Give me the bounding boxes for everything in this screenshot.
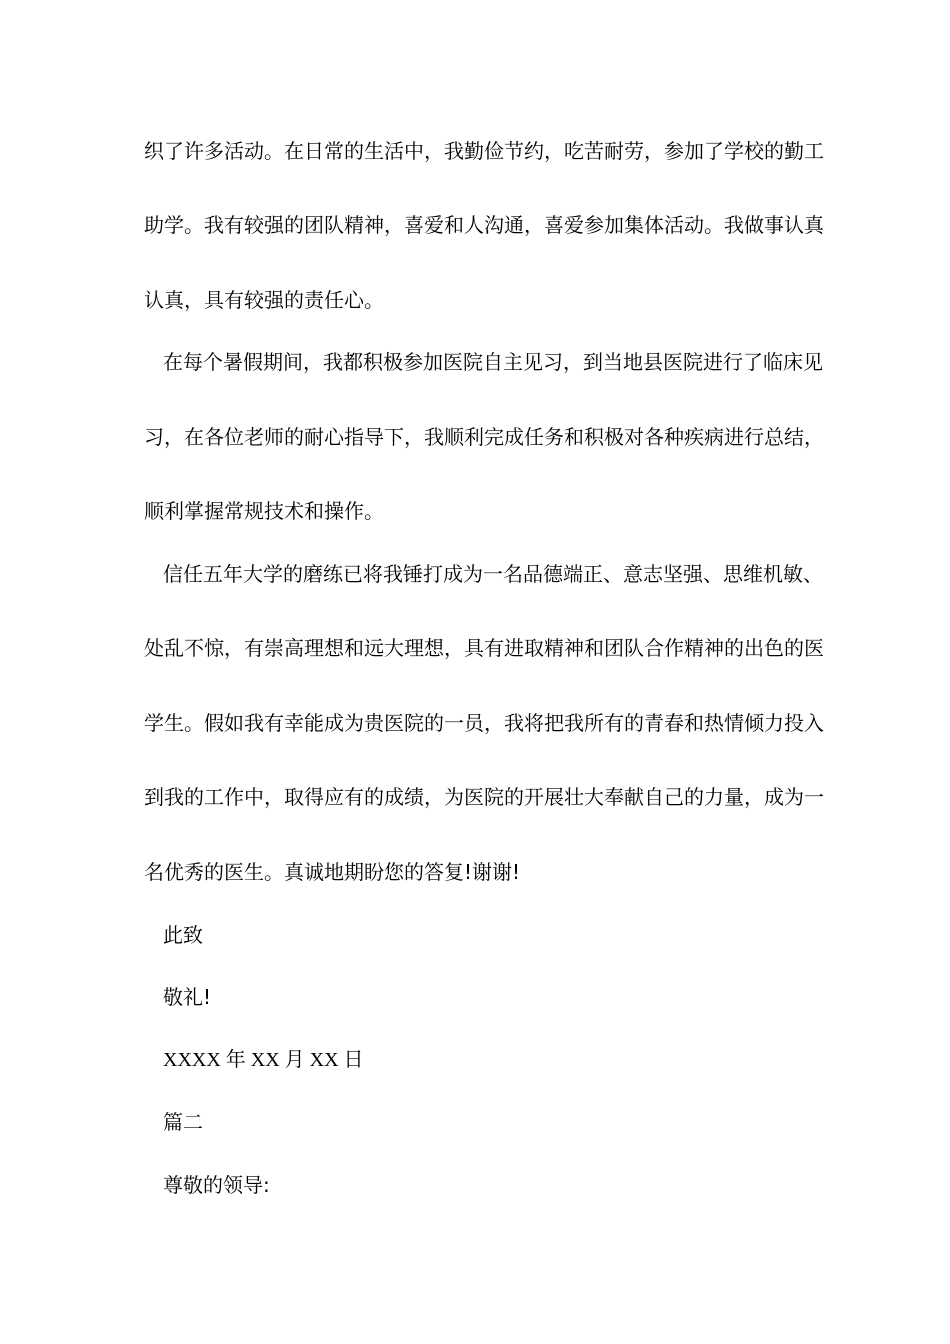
section-title: 篇二 — [163, 1110, 203, 1134]
paragraph-line: 在每个暑假期间，我都积极参加医院自主见习，到当地县医院进行了临床见 — [163, 350, 823, 374]
paragraph-line: 到我的工作中，取得应有的成绩，为医院的开展壮大奉献自己的力量，成为一 — [144, 785, 824, 809]
paragraph-line: 认真，具有较强的责任心。 — [144, 288, 384, 312]
paragraph-line: 处乱不惊，有崇高理想和远大理想，具有进取精神和团队合作精神的出色的医 — [144, 636, 824, 660]
paragraph-line: 学生。假如我有幸能成为贵医院的一员，我将把我所有的青春和热情倾力投入 — [144, 711, 824, 735]
paragraph-line: 助学。我有较强的团队精神，喜爱和人沟通，喜爱参加集体活动。我做事认真 — [144, 213, 824, 237]
closing-date: XXXX 年 XX 月 XX 日 — [163, 1049, 364, 1071]
paragraph-line: 名优秀的医生。真诚地期盼您的答复!谢谢! — [144, 860, 521, 884]
section-greeting: 尊敬的领导: — [163, 1173, 270, 1197]
paragraph-line: 顺利掌握常规技术和操作。 — [144, 499, 384, 523]
paragraph-line: 信任五年大学的磨练已将我锤打成为一名品德端正、意志坚强、思维机敏、 — [163, 562, 823, 586]
closing-salutation: 此致 — [163, 923, 203, 947]
closing-regards: 敬礼! — [163, 985, 212, 1009]
paragraph-line: 织了许多活动。在日常的生活中，我勤俭节约，吃苦耐劳，参加了学校的勤工 — [144, 139, 824, 163]
paragraph-line: 习，在各位老师的耐心指导下，我顺利完成任务和积极对各种疾病进行总结， — [144, 425, 824, 449]
